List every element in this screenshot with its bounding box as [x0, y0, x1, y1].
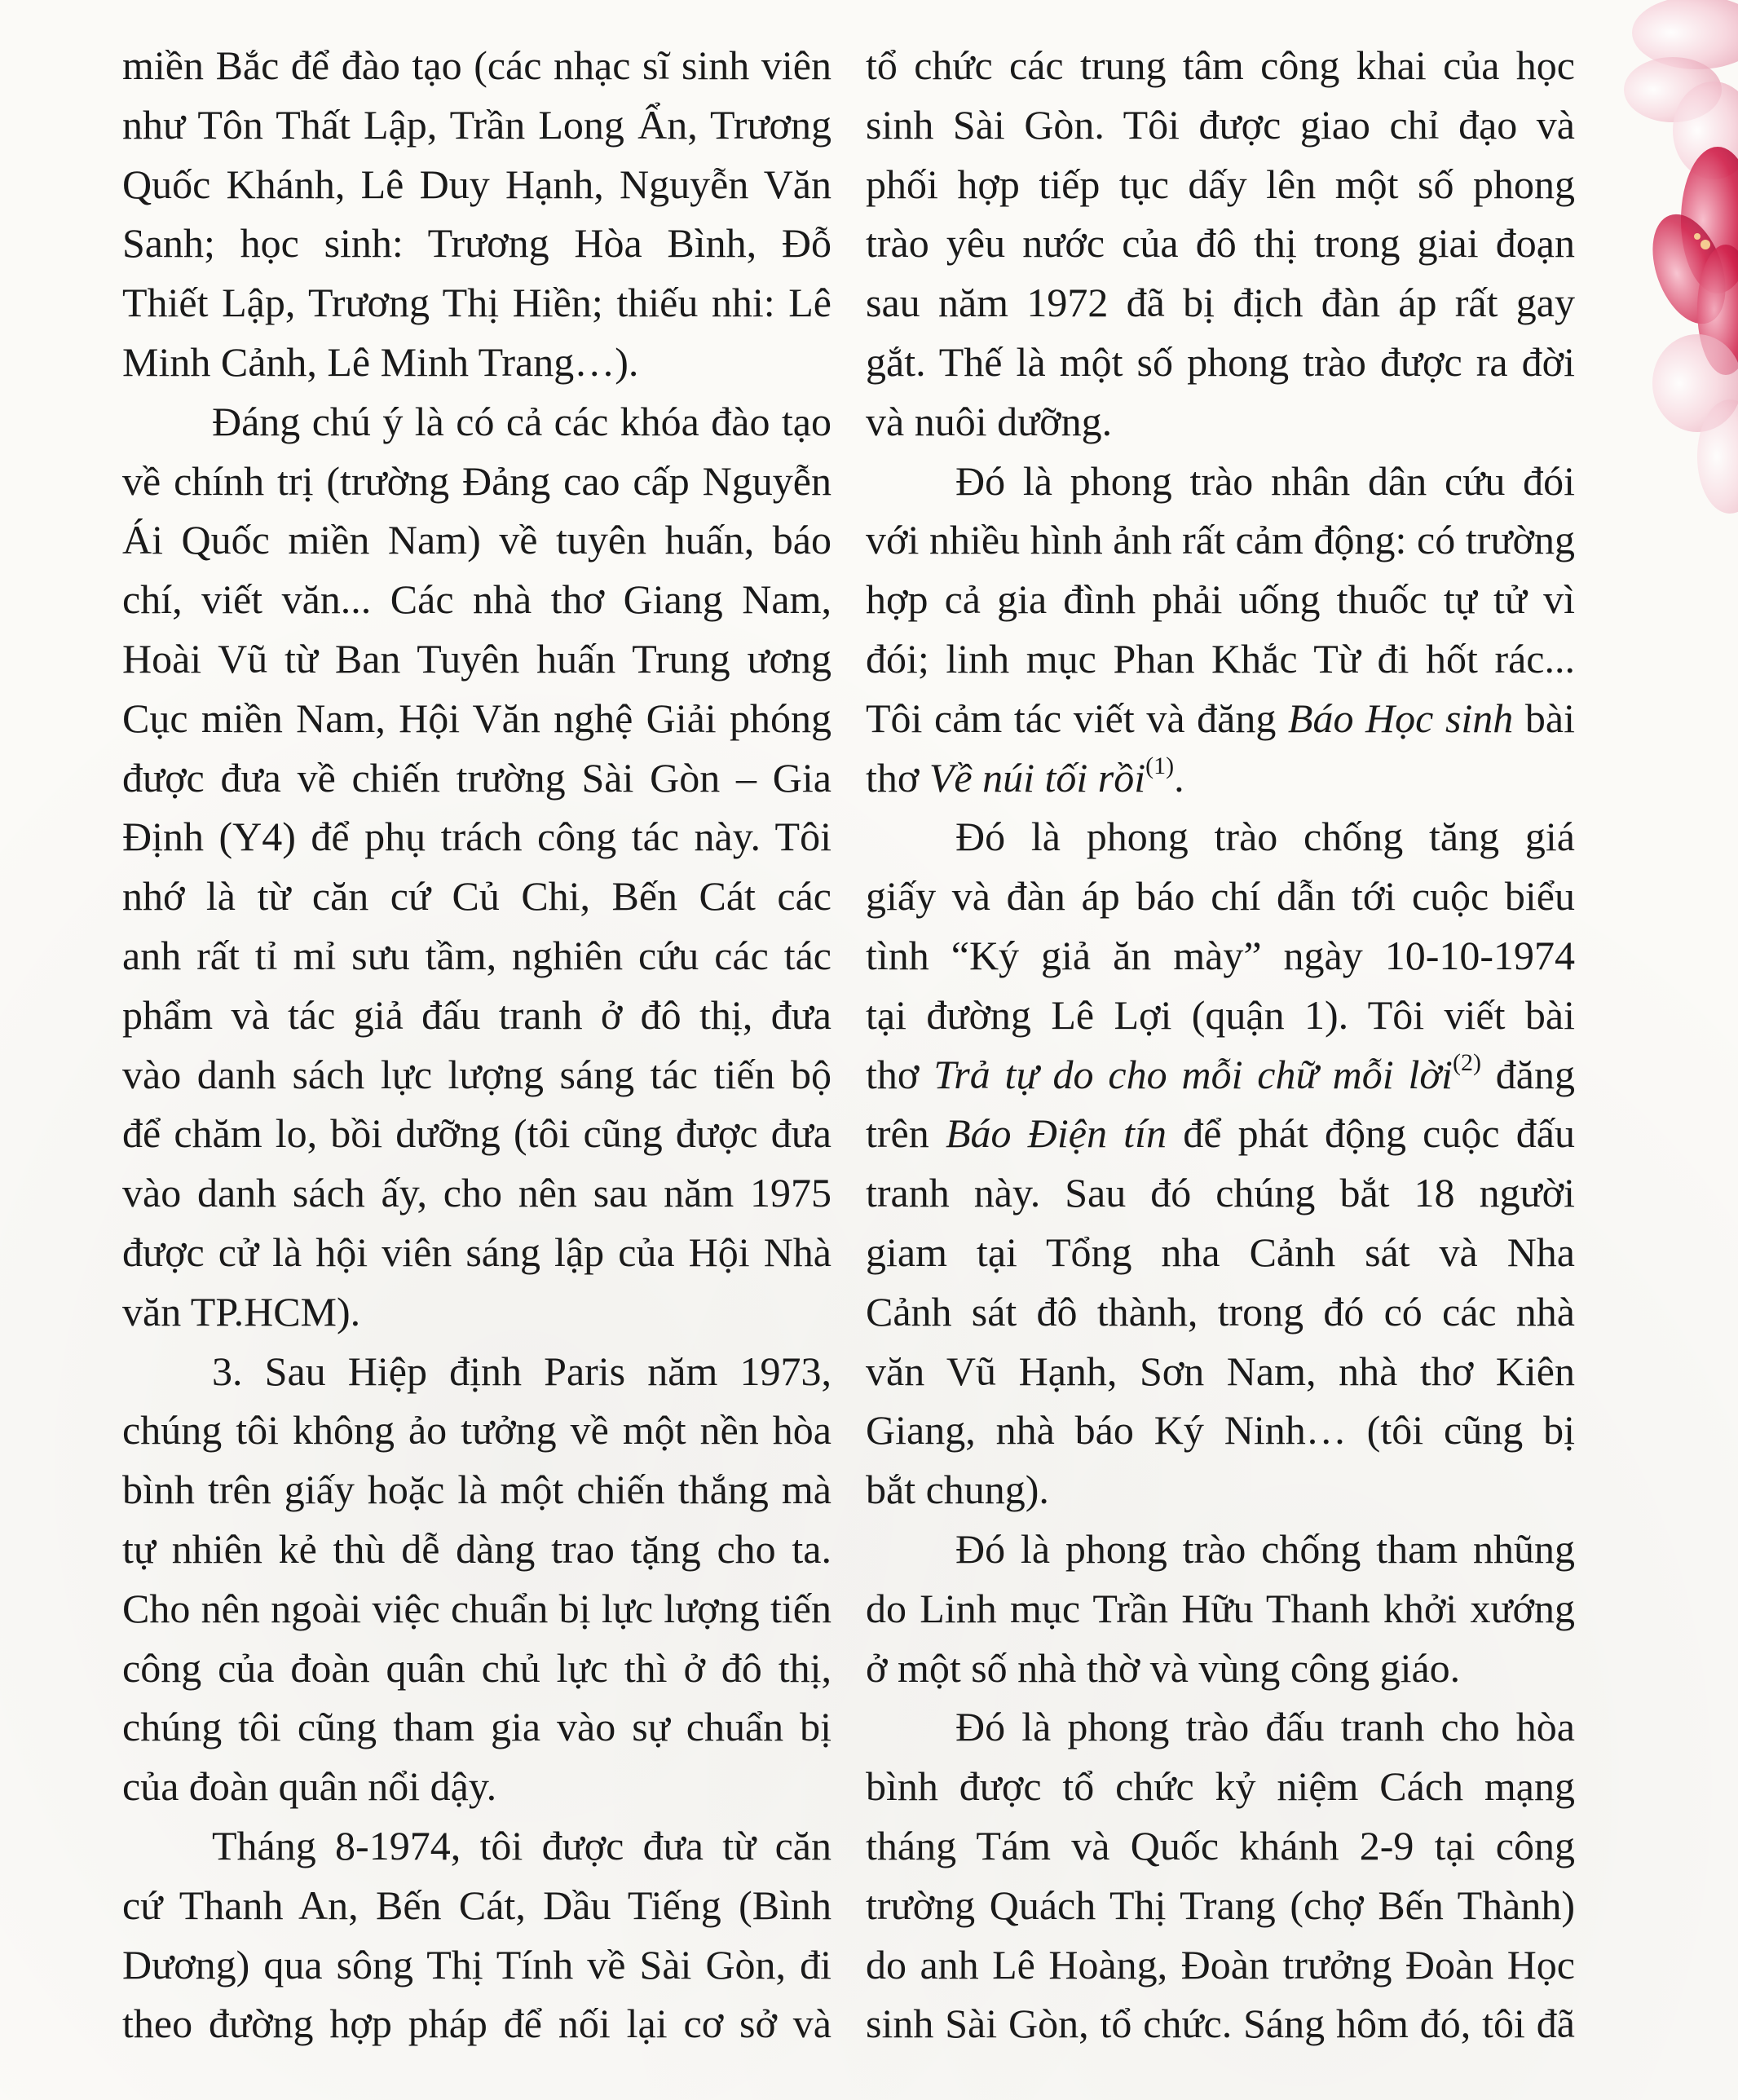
text-line: Sanh; học sinh: Trương Hòa Bình, Đỗ [122, 220, 832, 267]
text-line: tại đường Lê Lợi (quận 1). Tôi viết bài [866, 991, 1575, 1038]
text-line: được cử là hội viên sáng lập của Hội Nhà [122, 1229, 832, 1275]
text-line: gắt. Thế là một số phong trào được ra đời [866, 338, 1575, 385]
text-run: bài [1513, 695, 1575, 741]
text-line: công của đoàn quân chủ lực thì ở đô thị, [122, 1644, 832, 1691]
poem-title: Trả tự do cho mỗi chữ mỗi lời [933, 1051, 1453, 1097]
text-line: như Tôn Thất Lập, Trần Long Ẩn, Trương [122, 101, 832, 148]
text-line: của đoàn quân nổi dậy. [122, 1763, 497, 1810]
text-line: trường Quách Thị Trang (chợ Bến Thành) [866, 1882, 1575, 1928]
text-line: tranh này. Sau đó chúng bắt 18 người [866, 1170, 1575, 1216]
text-line [866, 1045, 1575, 1105]
text-line: Đáng chú ý là có cả các khóa đào tạo [212, 398, 832, 444]
text-line: Hoài Vũ từ Ban Tuyên huấn Trung ương [122, 635, 832, 682]
text-line: Tháng 8-1974, tôi được đưa từ căn [212, 1822, 832, 1868]
text-line: sinh Sài Gòn, tổ chức. Sáng hôm đó, tôi đã [866, 2001, 1575, 2047]
text-line: sau năm 1972 đã bị địch đàn áp rất gay [866, 280, 1575, 326]
publication-title: Báo Điện tín [945, 1110, 1167, 1157]
right-paragraph-4 [866, 1520, 1575, 1697]
left-column [122, 36, 832, 2054]
text-line: Đó là phong trào nhân dân cứu đói [955, 457, 1575, 504]
text-line: Quốc Khánh, Lê Duy Hạnh, Nguyễn Văn [122, 161, 832, 207]
text-line: với nhiều hình ảnh rất cảm động: có trường [866, 517, 1575, 563]
text-line: trào yêu nước của đô thị trong giai đoạn [866, 220, 1575, 267]
text-line: nhớ là từ căn cứ Củ Chi, Bến Cát các [122, 873, 832, 920]
text-run: thơ [866, 754, 929, 801]
left-paragraph-4 [122, 1816, 832, 2054]
text-run: để phát động cuộc đấu [1166, 1110, 1575, 1157]
text-line: để chăm lo, bồi dưỡng (tôi cũng được đưa [122, 1110, 832, 1157]
text-line: chí, viết văn... Các nhà thơ Giang Nam, [122, 576, 832, 623]
text-line: vào danh sách ấy, cho nên sau năm 1975 [122, 1170, 832, 1216]
right-paragraph-5 [866, 1697, 1575, 2054]
right-paragraph-2 [866, 452, 1575, 808]
left-paragraph-1 [122, 36, 832, 392]
text-line: Dương) qua sông Thị Tính về Sài Gòn, đi [122, 1941, 832, 1988]
text-line: đói; linh mục Phan Khắc Từ đi hốt rác... [866, 635, 1575, 682]
text-run: . [1174, 754, 1184, 801]
text-line: hợp cả gia đình phải uống thuốc tự tử vì [866, 576, 1575, 623]
text-line: được đưa về chiến trường Sài Gòn – Gia [122, 754, 832, 801]
text-line: tự nhiên kẻ thù dễ dàng trao tặng cho ta. [122, 1525, 832, 1572]
text-line: theo đường hợp pháp để nối lại cơ sở và [122, 2001, 832, 2047]
right-paragraph-1 [866, 36, 1575, 452]
text-line: chúng tôi không ảo tưởng về một nền hòa [122, 1407, 832, 1454]
text-line: chúng tôi cũng tham gia vào sự chuẩn bị [122, 1704, 832, 1750]
text-line: Định (Y4) để phụ trách công tác này. Tôi [122, 814, 832, 860]
text-run: đăng [1480, 1051, 1575, 1097]
text-line: do anh Lê Hoàng, Đoàn trưởng Đoàn Học [866, 1941, 1575, 1988]
text-line: vào danh sách lực lượng sáng tác tiến bộ [122, 1051, 832, 1097]
footnote-ref: (1) [1145, 752, 1175, 779]
text-line: Đó là phong trào chống tăng giá [955, 814, 1575, 860]
text-line: Đó là phong trào chống tham nhũng [955, 1525, 1575, 1572]
text-line: tổ chức các trung tâm công khai của học [866, 42, 1575, 88]
text-line: ở một số nhà thờ và vùng công giáo. [866, 1644, 1461, 1691]
text-line: sinh Sài Gòn. Tôi được giao chỉ đạo và [866, 101, 1575, 148]
text-line: Cho nên ngoài việc chuẩn bị lực lượng tiến [122, 1585, 832, 1631]
text-line: văn TP.HCM). [122, 1288, 361, 1335]
text-line: cứ Thanh An, Bến Cát, Dầu Tiếng (Bình [122, 1882, 832, 1928]
text-line: phẩm và tác giả đấu tranh ở đô thị, đưa [122, 991, 832, 1038]
text-line: Ái Quốc miền Nam) về tuyên huấn, báo [122, 517, 832, 563]
text-line: bình được tổ chức kỷ niệm Cách mạng [866, 1763, 1575, 1810]
flower-decoration [1575, 0, 1738, 571]
left-paragraph-2 [122, 392, 832, 1342]
text-line: bình trên giấy hoặc là một chiến thắng mà [122, 1467, 832, 1513]
text-line: do Linh mục Trần Hữu Thanh khởi xướng [866, 1585, 1575, 1631]
text-line: văn Vũ Hạnh, Sơn Nam, nhà thơ Kiên [866, 1348, 1575, 1394]
text-line: 3. Sau Hiệp định Paris năm 1973, [212, 1348, 832, 1394]
text-line: tháng Tám và Quốc khánh 2-9 tại công [866, 1822, 1575, 1868]
footnote-ref: (2) [1452, 1048, 1481, 1076]
right-column [866, 36, 1575, 2054]
text-line: Đó là phong trào đấu tranh cho hòa [955, 1704, 1575, 1750]
publication-title: Báo Học sinh [1287, 695, 1514, 741]
text-line [866, 748, 1575, 808]
text-line: và nuôi dưỡng. [866, 398, 1113, 444]
text-line [866, 689, 1575, 748]
text-line: giam tại Tổng nha Cảnh sát và Nha [866, 1229, 1575, 1275]
text-line: phối hợp tiếp tục dấy lên một số phong [866, 161, 1575, 207]
text-line: Minh Cảnh, Lê Minh Trang…). [122, 338, 639, 385]
left-paragraph-3 [122, 1342, 832, 1816]
text-line: Cục miền Nam, Hội Văn nghệ Giải phóng [122, 695, 832, 741]
text-line: giấy và đàn áp báo chí dẫn tới cuộc biểu [866, 873, 1575, 920]
text-run: trên [866, 1110, 946, 1157]
text-line: tình “Ký giả ăn mày” ngày 10-10-1974 [866, 932, 1575, 978]
text-line: về chính trị (trường Đảng cao cấp Nguyễn [122, 457, 832, 504]
text-line [866, 1104, 1575, 1163]
text-line: Giang, nhà báo Ký Ninh… (tôi cũng bị [866, 1407, 1575, 1454]
text-run: Tôi cảm tác viết và đăng [866, 695, 1288, 741]
right-paragraph-3 [866, 807, 1575, 1520]
text-line: anh rất tỉ mỉ sưu tầm, nghiên cứu các tác [122, 932, 832, 978]
text-line: bắt chung). [866, 1467, 1049, 1513]
poem-title: Về núi tối rồi [929, 754, 1146, 801]
text-line: Cảnh sát đô thành, trong đó có các nhà [866, 1288, 1575, 1335]
text-run: thơ [866, 1051, 934, 1097]
text-line: miền Bắc để đào tạo (các nhạc sĩ sinh viên [122, 42, 832, 88]
text-line: Thiết Lập, Trương Thị Hiền; thiếu nhi: Lê [122, 280, 832, 326]
